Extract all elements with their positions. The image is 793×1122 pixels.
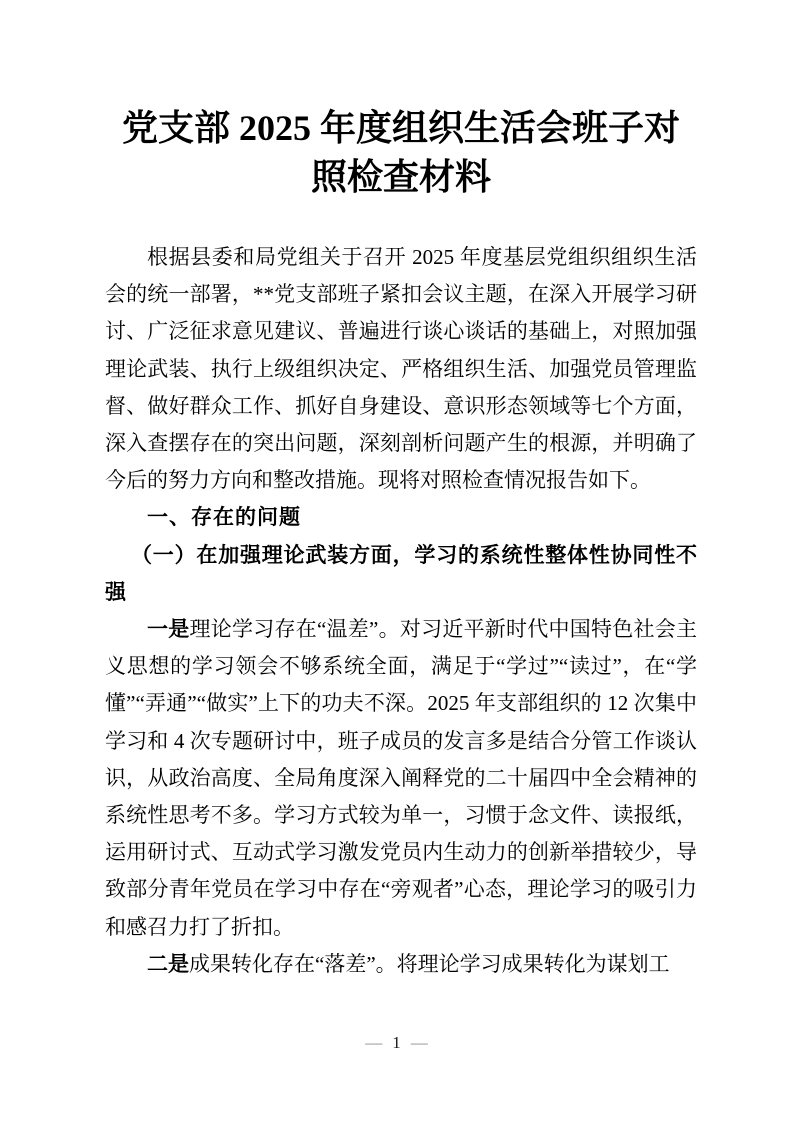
footer-dash-left: —: [365, 1033, 383, 1052]
point-two-lead: 二是: [147, 951, 189, 976]
section-heading-problems: 一、存在的问题: [147, 506, 301, 530]
document-body: [105, 239, 697, 983]
footer-dash-right: —: [410, 1033, 428, 1052]
footer-page-number: 1: [392, 1033, 401, 1052]
point-one-text: 理论学习存在“温差”。对习近平新时代中国特色社会主义思想的学习领会不够系统全面，满足于“学过”“读过”，在“学懂”“弄通”“做实”上下的功夫不深。2025 年支部组织的 12 次集中学习和 4 次专题研讨中，班子成员的发言多是结合分管工作谈认识，从政治高度、全局角度深入阐释党的二十届四中全会精神的系统性思考不多。学习方式较为单一，习惯于念文件、读报纸，运用研讨式、互动式学习激发党员内生动力的创新举措较少，导致部分青年党员在学习中存在“旁观者”心态，理论学习的吸引力和感召力打了折扣。: [105, 617, 698, 939]
intro-paragraph: 根据县委和局党组关于召开 2025 年度基层党组织组织生活会的统一部署，**党支部班子紧扣会议主题，在深入开展学习研讨、广泛征求意见建议、普遍进行谈心谈话的基础上，对照加强理论武装、执行上级组织决定、严格组织生活、加强党员管理监督、做好群众工作、抓好自身建设、意识形态领域等七个方面，深入查摆存在的突出问题，深刻剖析问题产生的根源，并明确了今后的努力方向和整改措施。现将对照检查情况报告如下。: [105, 245, 697, 493]
document-title: 党支部 2025 年度组织生活会班子对照检查材料: [121, 108, 680, 197]
point-two-paragraph: [105, 946, 697, 983]
point-one-paragraph: [105, 611, 697, 946]
point-one-lead: 一是: [147, 617, 190, 642]
document-content: [105, 0, 697, 983]
page-footer: [0, 1032, 793, 1054]
point-two-text: 成果转化存在“落差”。将理论学习成果转化为谋划工: [189, 951, 670, 976]
subsection-heading-theory-arming: （一）在加强理论武装方面，学习的系统性整体性协同性不强: [105, 542, 697, 604]
